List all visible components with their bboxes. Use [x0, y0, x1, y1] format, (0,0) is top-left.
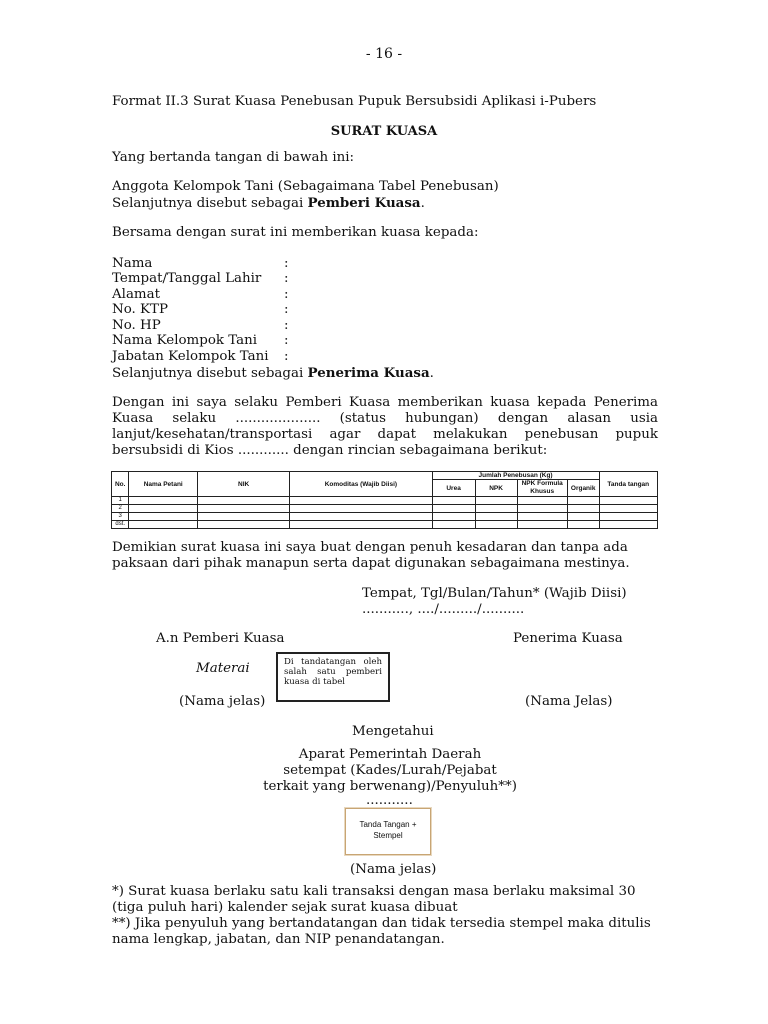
aparat-line: setempat (Kades/Lurah/Pejabat: [283, 763, 497, 778]
table-row: [112, 505, 658, 513]
field-colon: :: [284, 302, 289, 317]
paragraph-line: Dengan ini saya selaku Pemberi Kuasa memberikan kuasa kepada Penerima: [112, 395, 658, 410]
col-nik: NIK: [198, 472, 290, 497]
stamp-box: Tanda Tangan + Stempel: [345, 808, 431, 855]
penerima-sebut: [112, 365, 434, 381]
nama-jelas-left: (Nama jelas): [179, 694, 266, 709]
bersama-line: Bersama dengan surat ini memberikan kuasa kepada:: [112, 225, 479, 240]
pemberi-sebut: [112, 195, 425, 211]
mengetahui-label: Mengetahui: [352, 724, 434, 739]
closing-line: paksaan dari pihak manapun serta dapat digunakan sebagaimana mestinya.: [112, 556, 630, 571]
field-colon: :: [284, 349, 289, 364]
field-colon: :: [284, 287, 289, 302]
field-colon: :: [284, 256, 289, 271]
table-row: [112, 513, 658, 521]
field-colon: :: [284, 271, 289, 286]
nama-jelas-bottom: (Nama jelas): [350, 862, 437, 877]
table-row: [112, 521, 658, 529]
penerima-sebut-prefix: Selanjutnya disebut sebagai: [112, 366, 308, 381]
closing-line: Demikian surat kuasa ini saya buat dengan penuh kesadaran dan tanpa ada: [112, 540, 628, 555]
col-no: No.: [112, 472, 129, 497]
aparat-line: Aparat Pemerintah Daerah: [298, 747, 482, 762]
paragraph-line: lanjut/kesehatan/transportasi agar dapat melakukan penebusan pupuk: [112, 427, 658, 442]
place-date: Tempat, Tgl/Bulan/Tahun* (Wajib Diisi): [362, 586, 627, 601]
col-jumlah-group: Jumlah Penebusan (Kg): [432, 472, 599, 480]
field-label: No. KTP: [112, 302, 169, 317]
penebusan-table: [111, 471, 658, 529]
field-label: No. HP: [112, 318, 161, 333]
field-label: Nama Kelompok Tani: [112, 333, 258, 348]
field-label: Nama: [112, 256, 153, 271]
signature-note-box: Di tandatangan oleh salah satu pemberi kuasa di tabel: [276, 652, 390, 702]
footnote-line: *) Surat kuasa berlaku satu kali transaksi dengan masa berlaku maksimal 30: [112, 884, 636, 899]
col-tanda-tangan: Tanda tangan: [599, 472, 657, 497]
col-urea: Urea: [432, 480, 475, 497]
pemberi-line: Anggota Kelompok Tani (Sebagaimana Tabel Penebusan): [112, 179, 499, 194]
paragraph-line: bersubsidi di Kios ............ dengan rincian sebagaimana berikut:: [112, 443, 548, 458]
footnote-line: **) Jika penyuluh yang bertandatangan dan tidak tersedia stempel maka ditulis: [112, 916, 651, 931]
row-number: 3: [112, 513, 129, 521]
col-npk-khusus: NPK Formula Khusus: [517, 480, 567, 497]
row-number: 2: [112, 505, 129, 513]
pemberi-sebut-suffix: .: [420, 196, 425, 211]
pemberi-sebut-bold: Pemberi Kuasa: [307, 195, 421, 211]
nama-jelas-right: (Nama Jelas): [525, 694, 613, 709]
row-number: 1: [112, 497, 129, 505]
pemberi-sebut-prefix: Selanjutnya disebut sebagai: [112, 196, 308, 211]
col-komoditas: Komoditas (Wajib Diisi): [290, 472, 432, 497]
field-label: Jabatan Kelompok Tani: [112, 349, 269, 364]
field-colon: :: [284, 318, 289, 333]
footnote-line: (tiga puluh hari) kalender sejak surat kuasa dibuat: [112, 900, 458, 915]
intro-line: Yang bertanda tangan di bawah ini:: [112, 150, 355, 165]
an-pemberi-kuasa: A.n Pemberi Kuasa: [156, 631, 285, 646]
footnote-line: nama lengkap, jabatan, dan NIP penandatangan.: [112, 932, 445, 947]
col-nama-petani: Nama Petani: [129, 472, 198, 497]
paragraph-line: Kuasa selaku .................... (status hubungan) dengan alasan usia: [112, 411, 658, 426]
field-colon: :: [284, 333, 289, 348]
page-number: - 16 -: [365, 46, 403, 62]
field-label: Alamat: [112, 287, 160, 302]
document-title: SURAT KUASA: [330, 124, 438, 139]
penerima-sebut-bold: Penerima Kuasa: [307, 365, 430, 381]
penerima-kuasa-label: Penerima Kuasa: [513, 631, 623, 646]
aparat-dots: ...........: [366, 793, 413, 808]
row-number: dst.: [112, 521, 129, 529]
penerima-sebut-suffix: .: [429, 366, 434, 381]
table-row: [112, 497, 658, 505]
place-date-dots: ..........., ..../........./..........: [362, 602, 525, 617]
aparat-line: terkait yang berwenang)/Penyuluh**): [263, 779, 517, 794]
materai-label: Materai: [196, 661, 250, 676]
col-npk: NPK: [475, 480, 517, 497]
format-title: Format II.3 Surat Kuasa Penebusan Pupuk Bersubsidi Aplikasi i-Pubers: [112, 94, 597, 109]
col-organik: Organik: [567, 480, 599, 497]
field-label: Tempat/Tanggal Lahir: [112, 271, 262, 286]
